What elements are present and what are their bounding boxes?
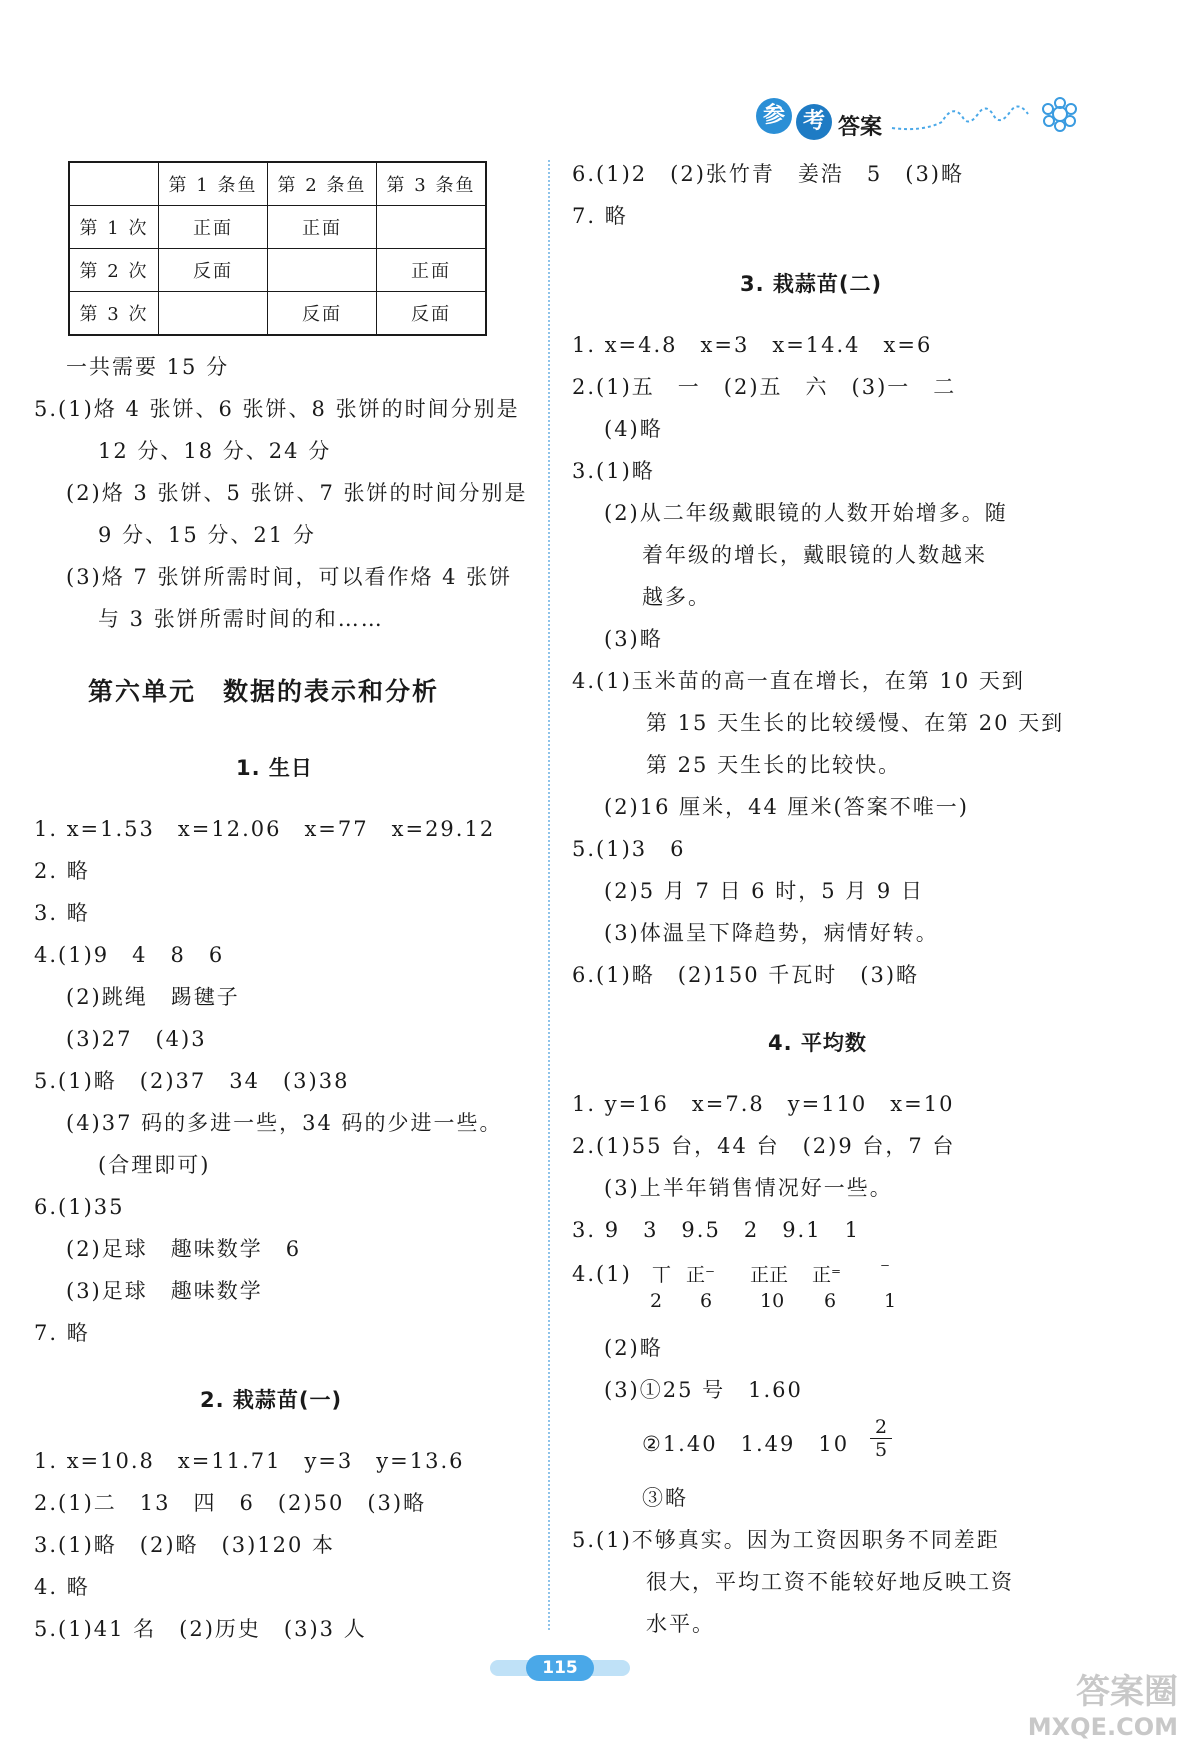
watermark-url: MXQE.COM bbox=[1027, 1713, 1178, 1741]
answer-line: 第 25 天生长的比较快。 bbox=[646, 753, 902, 777]
answer-line: 4.(1) bbox=[572, 1262, 632, 1286]
answer-line: (2)16 厘米，44 厘米(答案不唯一) bbox=[604, 795, 969, 819]
section-title: 1. 生日 bbox=[236, 756, 313, 780]
page-number: 115 bbox=[526, 1655, 594, 1681]
table-cell bbox=[69, 162, 159, 206]
table-cell: 第 3 次 bbox=[69, 292, 159, 336]
answer-line: 6.(1)35 bbox=[34, 1195, 125, 1219]
answer-line: (2)跳绳 踢毽子 bbox=[66, 985, 240, 1009]
answer-line: 5.(1)烙 4 张饼、6 张饼、8 张饼的时间分别是 bbox=[34, 397, 520, 421]
answer-line: 1. x=4.8 x=3 x=14.4 x=6 bbox=[572, 333, 933, 357]
answer-line: 5.(1)不够真实。因为工资因职务不同差距 bbox=[572, 1528, 1000, 1552]
table-cell bbox=[159, 292, 268, 336]
answer-line: 3. 9 3 9.5 2 9.1 1 bbox=[572, 1218, 860, 1242]
answer-line: (4)37 码的多进一些，34 码的少进一些。 bbox=[66, 1111, 503, 1135]
fraction-numerator: 2 bbox=[870, 1416, 892, 1439]
answer-line: (3)略 bbox=[604, 627, 663, 651]
table-cell: 正面 bbox=[268, 206, 377, 249]
answer-line: 3. 略 bbox=[34, 901, 90, 925]
table-cell bbox=[268, 249, 377, 292]
answer-line: 5.(1)略 (2)37 34 (3)38 bbox=[34, 1069, 350, 1093]
answer-line: 5.(1)41 名 (2)历史 (3)3 人 bbox=[34, 1617, 367, 1641]
header-title: 答案 bbox=[838, 115, 883, 140]
section-title: 2. 栽蒜苗(一) bbox=[200, 1388, 343, 1412]
answer-line: (3)烙 7 张饼所需时间，可以看作烙 4 张饼 bbox=[66, 565, 513, 589]
table-cell: 正面 bbox=[377, 249, 487, 292]
answer-line: 12 分、18 分、24 分 bbox=[98, 439, 332, 463]
table-cell: 反面 bbox=[268, 292, 377, 336]
table-row bbox=[69, 249, 486, 292]
answer-line: (2)烙 3 张饼、5 张饼、7 张饼的时间分别是 bbox=[66, 481, 528, 505]
table-row bbox=[69, 162, 486, 206]
answer-line: 着年级的增长，戴眼镜的人数越来 bbox=[642, 543, 987, 567]
table-header: 第 3 条鱼 bbox=[377, 162, 487, 206]
answer-line: (4)略 bbox=[604, 417, 663, 441]
tally-count: 1 bbox=[884, 1290, 897, 1312]
answer-line: 3.(1)略 bbox=[572, 459, 655, 483]
answer-line: (2)足球 趣味数学 6 bbox=[66, 1237, 302, 1261]
answer-line: 4.(1)9 4 8 6 bbox=[34, 943, 225, 967]
answer-line: ②1.40 1.49 10 bbox=[642, 1432, 850, 1456]
table-cell: 第 1 次 bbox=[69, 206, 159, 249]
answer-line: 1. x=1.53 x=12.06 x=77 x=29.12 bbox=[34, 817, 496, 841]
answer-line: 2.(1)五 一 (2)五 六 (3)一 二 bbox=[572, 375, 957, 399]
flower-swirl-icon bbox=[882, 92, 1082, 142]
answer-line: 水平。 bbox=[646, 1612, 715, 1636]
fraction-denominator: 5 bbox=[874, 1439, 888, 1461]
answer-line: (3)上半年销售情况好一些。 bbox=[604, 1176, 893, 1200]
tally-count: 10 bbox=[760, 1290, 785, 1312]
tally-count: 6 bbox=[824, 1290, 837, 1312]
table-row bbox=[69, 206, 486, 249]
answer-line: 与 3 张饼所需时间的和…… bbox=[98, 607, 384, 631]
section-title: 3. 栽蒜苗(二) bbox=[740, 272, 883, 296]
answer-line: 2.(1)55 台，44 台 (2)9 台，7 台 bbox=[572, 1134, 956, 1158]
watermark bbox=[1028, 1664, 1178, 1741]
answer-line: 4.(1)玉米苗的高一直在增长，在第 10 天到 bbox=[572, 669, 1025, 693]
tally-mark: 丅 bbox=[652, 1264, 672, 1286]
answer-line: 1. y=16 x=7.8 y=110 x=10 bbox=[572, 1092, 955, 1116]
tally-mark: 正⁼ bbox=[812, 1264, 842, 1286]
header-badge-2: 考 bbox=[796, 104, 832, 140]
answer-line: (3)①25 号 1.60 bbox=[604, 1378, 803, 1402]
answer-line: 2.(1)二 13 四 6 (2)50 (3)略 bbox=[34, 1491, 427, 1515]
table-cell: 正面 bbox=[159, 206, 268, 249]
tally-mark: 正正 bbox=[750, 1264, 789, 1286]
answer-line: (3)27 (4)3 bbox=[66, 1027, 207, 1051]
answer-line: 9 分、15 分、21 分 bbox=[98, 523, 316, 547]
fish-table bbox=[68, 161, 487, 336]
fraction bbox=[870, 1416, 892, 1461]
answer-line: (3)体温呈下降趋势，病情好转。 bbox=[604, 921, 939, 945]
answer-line: 第 15 天生长的比较缓慢、在第 20 天到 bbox=[646, 711, 1065, 735]
column-divider bbox=[548, 160, 550, 1630]
table-cell: 第 2 次 bbox=[69, 249, 159, 292]
table-cell: 反面 bbox=[159, 249, 268, 292]
tally-count: 2 bbox=[650, 1290, 663, 1312]
table-row bbox=[69, 292, 486, 336]
answer-line: ③略 bbox=[642, 1486, 688, 1510]
answer-line: 3.(1)略 (2)略 (3)120 本 bbox=[34, 1533, 336, 1557]
answer-line: 4. 略 bbox=[34, 1575, 90, 1599]
tally-mark: ⁻ bbox=[880, 1258, 891, 1280]
answer-header bbox=[752, 92, 1082, 142]
section-title: 4. 平均数 bbox=[768, 1031, 867, 1055]
answer-line: 6.(1)略 (2)150 千瓦时 (3)略 bbox=[572, 963, 920, 987]
tally-count: 6 bbox=[700, 1290, 713, 1312]
watermark-logo: 答案圈 bbox=[1076, 1672, 1178, 1712]
table-cell: 反面 bbox=[377, 292, 487, 336]
answer-line: 很大，平均工资不能较好地反映工资 bbox=[646, 1570, 1014, 1594]
answer-line: 5.(1)3 6 bbox=[572, 837, 686, 861]
answer-line: (3)足球 趣味数学 bbox=[66, 1279, 263, 1303]
table-header: 第 2 条鱼 bbox=[268, 162, 377, 206]
answer-line: (合理即可) bbox=[98, 1153, 211, 1177]
answer-line: (2)从二年级戴眼镜的人数开始增多。随 bbox=[604, 501, 1008, 525]
answer-line: 7. 略 bbox=[34, 1321, 90, 1345]
answer-line: (2)略 bbox=[604, 1336, 663, 1360]
table-cell bbox=[377, 206, 487, 249]
answer-line: 一共需要 15 分 bbox=[66, 355, 230, 379]
header-badge-1: 参 bbox=[756, 98, 792, 134]
answer-line: 越多。 bbox=[642, 585, 711, 609]
answer-line: (2)5 月 7 日 6 时，5 月 9 日 bbox=[604, 879, 924, 903]
unit-title: 第六单元 数据的表示和分析 bbox=[88, 677, 440, 706]
answer-line: 1. x=10.8 x=11.71 y=3 y=13.6 bbox=[34, 1449, 465, 1473]
answer-line: 2. 略 bbox=[34, 859, 90, 883]
tally-mark: 正⁻ bbox=[686, 1264, 716, 1286]
table-header: 第 1 条鱼 bbox=[159, 162, 268, 206]
answer-line: 7. 略 bbox=[572, 204, 628, 228]
answer-line: 6.(1)2 (2)张竹青 姜浩 5 (3)略 bbox=[572, 162, 964, 186]
